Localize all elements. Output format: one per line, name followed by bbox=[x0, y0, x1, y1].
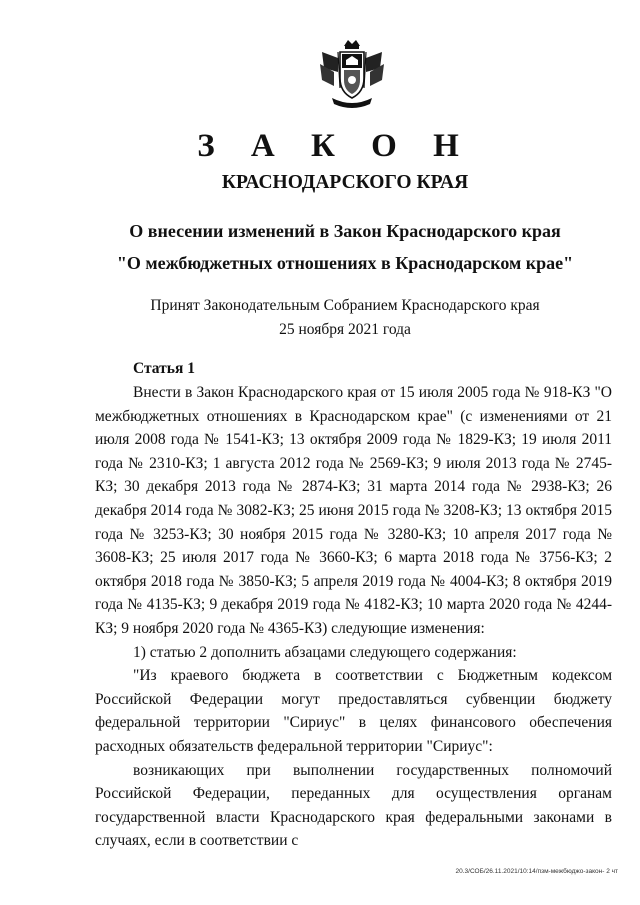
law-title: З А К О Н bbox=[197, 128, 473, 164]
region-title: КРАСНОДАРСКОГО КРАЯ bbox=[221, 172, 469, 193]
document-code-footer: 20.3/СОБ/26.11.2021/10:14/пзм-межбюджо-закон- 2 чт bbox=[455, 868, 618, 875]
law-subject-line-2: "О межбюджетных отношениях в Краснодарском крае" bbox=[116, 253, 574, 273]
coat-of-arms-emblem bbox=[318, 38, 386, 110]
paragraph: "Из краевого бюджета в соответствии с Бюджетным кодексом Российской Федерации могут предоставляться субвенции бюджету федеральной территории "Сириус" в целях финансового обеспечения расходных обязательств федеральной территории "Сириус": bbox=[95, 667, 612, 755]
paragraph: 1) статью 2 дополнить абзацами следующего содержания: bbox=[133, 643, 517, 661]
law-subject-line-1: О внесении изменений в Закон Краснодарского края bbox=[129, 221, 561, 241]
adoption-date: 25 ноября 2021 года bbox=[279, 321, 411, 338]
adoption-statement: Принят Законодательным Собранием Краснодарского края bbox=[150, 297, 540, 314]
paragraph: Внести в Закон Краснодарского края от 15 июля 2005 года № 918-КЗ "О межбюджетных отношениях в Краснодарском крае" (с изменениями от 21 июля 2008 года № 1541-КЗ; 13 октября 2009 года № 1829-КЗ; 19 июля 2011 года № 2310-КЗ; 1 августа 2012 года № 2569-КЗ; 9 июля 2013 года № 2745-КЗ; 30 декабря 2013 года № 2874-КЗ; 31 марта 2014 года № 2938-КЗ; 26 декабря 2014 года № 3082-КЗ; 25 июня 2015 года № 3208-КЗ; 13 октября 2015 года № 3253-КЗ; 30 ноября 2015 года № 3280-КЗ; 10 апреля 2017 года № 3608-КЗ; 25 июля 2017 года № 3660-КЗ; 6 марта 2018 года № 3756-КЗ; 2 октября 2018 года № 3850-КЗ; 5 апреля 2019 года № 4004-КЗ; 8 октября 2019 года № 4135-КЗ; 9 декабря 2019 года № 4182-КЗ; 10 марта 2020 года № 4244-КЗ; 9 ноября 2020 года № 4365-КЗ) следующие изменения: bbox=[95, 384, 612, 637]
article-heading: Статья 1 bbox=[133, 360, 195, 377]
article-body bbox=[95, 381, 612, 853]
paragraph: возникающих при выполнении государственных полномочий Российской Федерации, переданных для осуществления органам государственной власти Краснодарского края федеральными законами в случаях, если в соответствии с bbox=[95, 761, 612, 850]
